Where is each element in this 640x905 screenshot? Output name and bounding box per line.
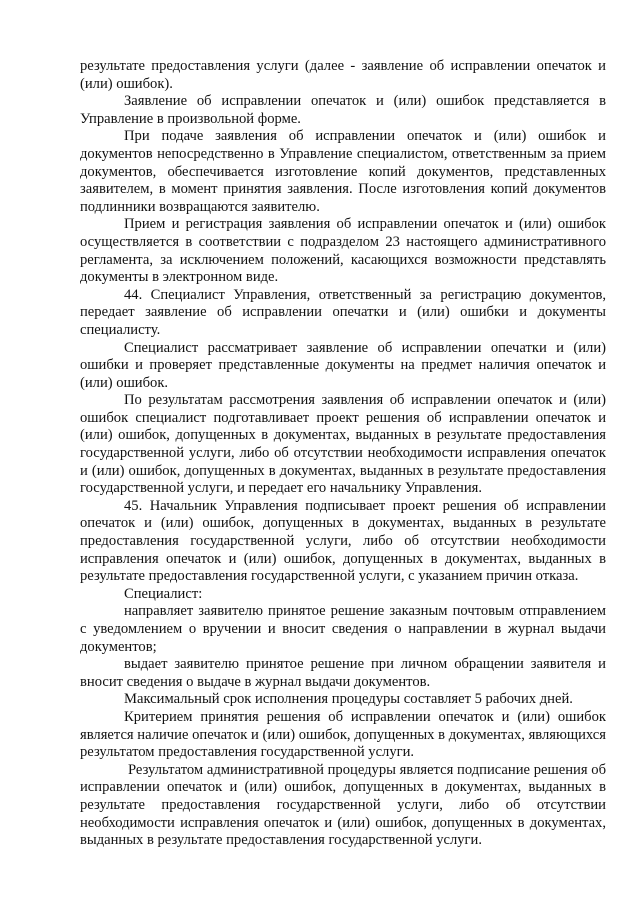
paragraph-specialist-review: Специалист рассматривает заявление об исправлении опечатки и (или) ошибки и проверяет представленные документы на предмет наличия опечаток и (или) ошибок. xyxy=(80,339,606,391)
paragraph-max-term: Максимальный срок исполнения процедуры составляет 5 рабочих дней. xyxy=(124,691,573,708)
paragraph-submission-copies: При подаче заявления об исправлении опечаток и (или) ошибок и документов непосредственно в Управление специалистом, ответственным за прием документов, обеспечивается изготовление копий документов, представленных заявителем, в момент принятия заявления. После изготовления копий документов подлинники возвращаются заявителю. xyxy=(80,128,606,215)
paragraph-item-44: 44. Специалист Управления, ответственный за регистрацию документов, передает заявление об исправлении опечатки и (или) ошибки и документы специалисту. xyxy=(80,286,606,338)
paragraph-specialist-heading: Специалист: xyxy=(124,585,203,602)
paragraph-result: Результатом административной процедуры является подписание решения об исправлении опечаток и (или) ошибок, допущенных в документах, выданных в результате предоставления государственной услуги, либо об отсутствии необходимости исправления опечаток и (или) ошибок, допущенных в документах, выданных в результате предоставления государственной услуги. xyxy=(80,761,606,849)
paragraph-registration: Прием и регистрация заявления об исправлении опечаток и (или) ошибок осуществляется в соответствии с подразделом 23 настоящего административного регламента, за исключением положений, касающихся возможности представлять документы в электронном виде. xyxy=(80,216,606,286)
document-body xyxy=(80,58,606,850)
paragraph-continuation: результате предоставления услуги (далее - заявление об исправлении опечаток и (или) ошибок). xyxy=(80,58,606,92)
paragraph-criterion: Критерием принятия решения об исправлении опечаток и (или) ошибок является наличие опечаток и (или) ошибок, допущенных в документах, являющихся результатом предоставления государственной услуги. xyxy=(80,708,606,761)
paragraph-item-45: 45. Начальник Управления подписывает проект решения об исправлении опечаток и (или) ошибок, допущенных в документах, выданных в результате предоставления государственной услуги, либо об отсутствии необходимости исправления опечаток и (или) ошибок, допущенных в документах, выданных в результате предоставления государственной услуги, с указанием причин отказа. xyxy=(80,497,606,585)
paragraph-issue-in-person: выдает заявителю принятое решение при личном обращении заявителя и вносит сведения о выдаче в журнал выдачи документов. xyxy=(80,656,606,690)
paragraph-draft-decision: По результатам рассмотрения заявления об исправлении опечаток и (или) ошибок специалист подготавливает проект решения об исправлении опечаток и (или) ошибок, допущенных в документах, выданных в результате предоставления государственной услуги, либо об отсутствии необходимости исправления опечаток и (или) ошибок, допущенных в документах, выданных в результате предоставления государственной услуги, и передает его начальнику Управления. xyxy=(80,392,606,497)
paragraph-application-form: Заявление об исправлении опечаток и (или) ошибок представляется в Управление в произвольной форме. xyxy=(80,93,606,127)
paragraph-send-by-mail: направляет заявителю принятое решение заказным почтовым отправлением с уведомлением о вручении и вносит сведения о направлении в журнал выдачи документов; xyxy=(80,603,606,655)
